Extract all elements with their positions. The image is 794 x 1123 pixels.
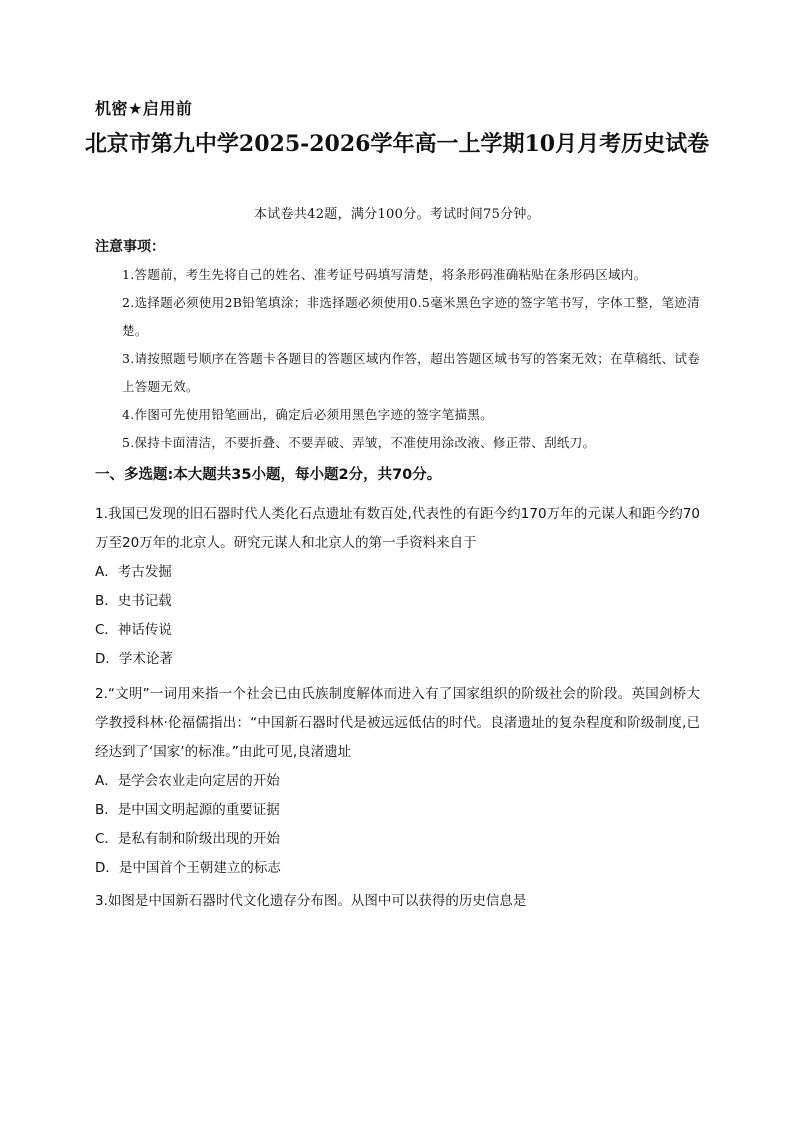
option-a: A．考古发掘 [95, 564, 172, 580]
notice-item: 4.作图可先使用铅笔画出，确定后必须用黑色字迹的签字笔描黑。 [122, 407, 493, 422]
option-b: B．是中国文明起源的重要证据 [95, 802, 280, 818]
notice-item: 3.请按照题号顺序在答题卡各题目的答题区域内作答，超出答题区域书写的答案无效；在草稿纸、试卷上答题无效。 [122, 351, 700, 394]
notice-item: 2.选择题必须使用2B铅笔填涂；非选择题必须使用0.5毫米黑色字迹的签字笔书写，字体工整，笔迹清楚。 [122, 295, 700, 338]
option-d: D．学术论著 [95, 651, 173, 667]
question-1 [95, 500, 700, 674]
question-stem: 2.“文明”一词用来指一个社会已由氏族制度解体而进入有了国家组织的阶级社会的阶段。英国剑桥大学教授科林·伦福儒指出：“中国新石器时代是被远远低估的时代。良渚遗址的复杂程度和阶级制度,已经达到了‘国家’的标准。”由此可见,良渚遗址 [95, 686, 700, 760]
section-heading: 一、多选题:本大题共35小题，每小题2分，共70分。 [95, 467, 442, 483]
notice-item: 1.答题前，考生先将自己的姓名、准考证号码填写清楚，将条形码准确粘贴在条形码区域内。 [122, 267, 647, 282]
confidential-label: 机密★启用前 [95, 99, 193, 118]
option-a: A．是学会农业走向定居的开始 [95, 773, 280, 789]
exam-subtitle: 本试卷共42题，满分100分。考试时间75分钟。 [253, 207, 541, 222]
exam-title: 北京市第九中学2025-2026学年高一上学期10月月考历史试卷 [84, 131, 710, 157]
question-stem: 1.我国已发现的旧石器时代人类化石点遗址有数百处,代表性的有距今约170万年的元谋人和距今约70万至20万年的北京人。研究元谋人和北京人的第一手资料来自于 [95, 506, 700, 551]
option-c: C．神话传说 [95, 622, 172, 638]
notice-heading: 注意事项： [95, 239, 165, 255]
question-2 [95, 680, 700, 883]
question-3 [95, 887, 700, 916]
option-c: C．是私有制和阶级出现的开始 [95, 831, 280, 847]
option-b: B．史书记载 [95, 593, 172, 609]
notice-item: 5.保持卡面清洁，不要折叠、不要弄破、弄皱，不准使用涂改液、修正带、刮纸刀。 [122, 435, 596, 450]
option-d: D．是中国首个王朝建立的标志 [95, 860, 281, 876]
notice-list [122, 261, 700, 457]
question-stem: 3.如图是中国新石器时代文化遗存分布图。从图中可以获得的历史信息是 [95, 893, 527, 909]
